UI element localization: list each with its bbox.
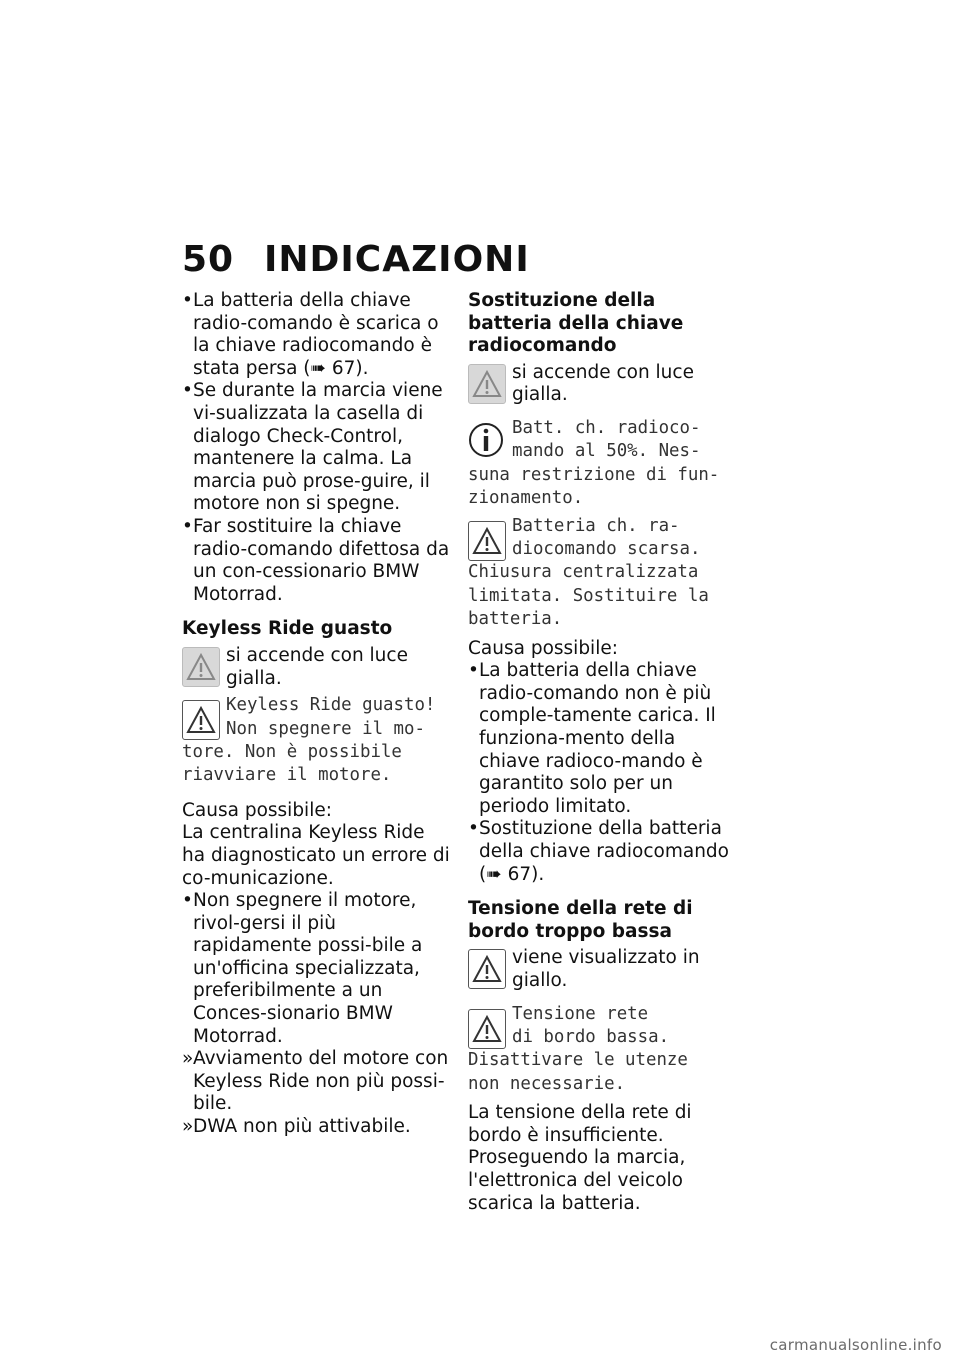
cause-label: Causa possibile:	[182, 799, 332, 821]
voltage-icon-text: viene visualizzato in giallo.	[512, 947, 700, 991]
warning-triangle-icon	[468, 364, 506, 404]
battery-icon-text: si accende con luce gialla.	[512, 361, 694, 406]
bullet-list-right	[468, 660, 740, 886]
bullet-list-top	[182, 290, 450, 606]
warning-triangle-icon	[182, 647, 220, 687]
list-item: »DWA non più attivabile.	[182, 1116, 411, 1138]
list-item: •Sostituzione della batteria della chiave radiocomando (➠ 67).	[468, 818, 729, 885]
warning-triangle-icon	[182, 700, 220, 740]
section-heading-battery: Sostituzione della batteria della chiave radiocomando	[468, 290, 684, 357]
warning-triangle-icon	[468, 521, 506, 561]
voltage-message: Tensione rete di bordo bassa. Disattivare le utenze non necessarie.	[468, 1003, 688, 1094]
cause-text: La centralina Keyless Ride ha diagnosticato un errore di co-municazione.	[182, 822, 450, 889]
battery-info-message: Batt. ch. radioco- mando al 50%. Nes- suna restrizione di fun- zionamento.	[468, 417, 720, 509]
bullet-list-bottom	[182, 890, 450, 1139]
list-item: •Se durante la marcia viene vi-sualizzata la casella di dialogo Check-Control, mantenere la calma. La marcia può prose-guire, il motore non si spegne.	[182, 380, 443, 515]
list-item: •La batteria della chiave radio-comando è scarica o la chiave radiocomando è stata persa (➠ 67).	[182, 290, 439, 379]
warning-triangle-icon	[468, 1009, 506, 1049]
keyless-message: Keyless Ride guasto! Non spegnere il mo- tore. Non è possibile riavviare il motore.	[182, 695, 436, 786]
page-number: 50	[182, 239, 235, 280]
list-item: •Far sostituire la chiave radio-comando difettosa da un con-cessionario BMW Motorrad.	[182, 515, 450, 605]
info-icon	[468, 421, 506, 461]
voltage-text: La tensione della rete di bordo è insufficiente. Proseguendo la marcia, l'elettronica del veicolo scarica la batteria.	[468, 1102, 692, 1214]
page-title: INDICAZIONI	[264, 239, 530, 280]
battery-warning-message: Batteria ch. ra- diocomando scarsa. Chiusura centralizzata limitata. Sostituire la batteria.	[468, 515, 709, 630]
section-heading-voltage: Tensione della rete di bordo troppo bassa	[468, 898, 693, 942]
battery-icon-row	[468, 360, 740, 407]
list-item: •Non spegnere il motore, rivol-gersi il più rapidamente possi-bile a un'officina specializzata, preferibilmente a un Conces-sionario BMW Motorrad.	[182, 890, 423, 1047]
keyless-icon-text: si accende con luce gialla.	[226, 644, 408, 689]
left-column	[182, 290, 450, 1139]
cause-label: Causa possibile:	[468, 637, 618, 659]
section-heading-keyless: Keyless Ride guasto	[182, 618, 393, 640]
warning-triangle-icon	[468, 949, 506, 989]
list-item: »Avviamento del motore con Keyless Ride non più possi-bile.	[182, 1048, 449, 1115]
watermark: carmanualsonline.info	[769, 1336, 942, 1354]
right-column	[468, 290, 740, 1215]
page-header	[182, 240, 530, 280]
keyless-icon-row	[182, 643, 450, 690]
voltage-icon-row	[468, 945, 740, 992]
list-item: •La batteria della chiave radio-comando non è più comple-tamente carica. Il funziona-mento della chiave radioco-mando è garantito solo per un periodo limitato.	[468, 660, 716, 817]
